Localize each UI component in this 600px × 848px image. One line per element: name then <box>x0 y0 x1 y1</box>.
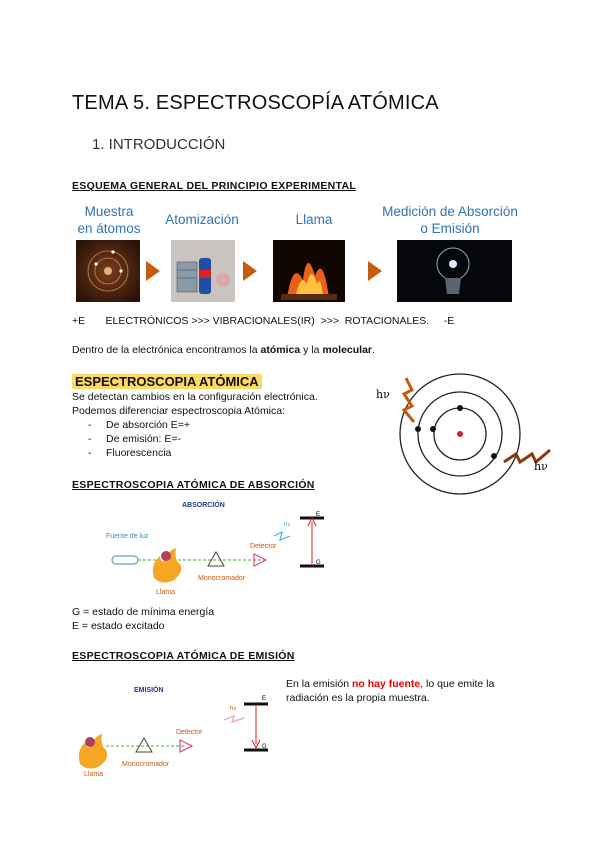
svg-text:hν: hν <box>284 522 291 528</box>
step-arrow-2 <box>243 261 257 281</box>
step-title-sample: Muestra en átomos <box>77 204 141 236</box>
sample-icon <box>85 737 95 747</box>
section-number-title: 1. INTRODUCCIÓN <box>92 136 226 153</box>
emission-paragraph: En la emisión no hay fuente, lo que emite la radiación es la propia muestra. <box>286 678 495 704</box>
svg-text:G: G <box>316 560 321 566</box>
svg-text:Fuente de luz: Fuente de luz <box>106 533 149 540</box>
flame-image <box>273 240 345 302</box>
step-title-atomization: Atomización <box>165 212 239 227</box>
step-arrow-1 <box>146 261 160 281</box>
prism-icon <box>136 738 152 752</box>
svg-text:Detector: Detector <box>250 543 277 550</box>
absorption-heading: ESPECTROSCOPIA ATÓMICA DE ABSORCIÓN <box>72 479 315 491</box>
page-title: TEMA 5. ESPECTROSCOPÍA ATÓMICA <box>72 92 439 114</box>
prism-icon <box>208 552 224 566</box>
atomic-description: Se detectan cambios en la configuración electrónica. Podemos diferenciar espectroscopia Atómica: - De absorción E=+ - De emisión: E=- - Fluorescencia <box>72 390 318 460</box>
emission-diagram <box>72 680 282 780</box>
step-title-measurement: Medición de Absorción o Emisión <box>382 204 518 236</box>
list-item: - De emisión: E=- <box>72 432 318 446</box>
atomic-heading: ESPECTROSCOPIA ATÓMICA <box>72 373 262 391</box>
svg-text:E: E <box>316 512 321 518</box>
svg-text:Llama: Llama <box>84 771 104 778</box>
scheme-heading: ESQUEMA GENERAL DEL PRINCIPIO EXPERIMENTAL <box>72 180 357 192</box>
svg-text:Monocromador: Monocromador <box>198 575 246 582</box>
svg-text:E: E <box>262 696 267 702</box>
svg-text:Llama: Llama <box>156 589 176 596</box>
absorption-definitions: G = estado de mínima energía E = estado excitado <box>72 606 215 632</box>
svg-text:hν: hν <box>230 706 237 712</box>
svg-text:Detector: Detector <box>176 729 203 736</box>
energy-scale: +E ELECTRÓNICOS >>> VIBRACIONALES(IR) >>> ROTACIONALES. -E <box>72 315 455 327</box>
absorption-diagram <box>104 498 334 598</box>
step-arrow-3 <box>368 261 382 281</box>
incoming-photon-icon <box>404 378 414 422</box>
sample-icon <box>161 551 171 561</box>
lamp-measurement-image <box>397 240 512 302</box>
nucleus-icon <box>457 431 463 437</box>
atom-sample-image <box>76 240 140 302</box>
lamp-icon <box>112 556 138 564</box>
atomization-image <box>171 240 235 302</box>
emission-heading: ESPECTROSCOPIA ATÓMICA DE EMISIÓN <box>72 650 295 662</box>
list-item: - De absorción E=+ <box>72 418 318 432</box>
svg-text:EMISIÓN: EMISIÓN <box>134 687 164 694</box>
atom-orbit-diagram <box>370 370 570 498</box>
svg-text:G: G <box>262 744 267 750</box>
step-title-flame: Llama <box>295 212 333 227</box>
svg-text:hν: hν <box>376 388 390 401</box>
svg-text:ABSORCIÓN: ABSORCIÓN <box>182 502 225 509</box>
list-item: - Fluorescencia <box>72 446 318 460</box>
intro-paragraph: Dentro de la electrónica encontramos la atómica y la molecular. <box>72 344 375 356</box>
svg-text:Monocromador: Monocromador <box>122 761 170 768</box>
svg-text:hν: hν <box>534 460 548 473</box>
